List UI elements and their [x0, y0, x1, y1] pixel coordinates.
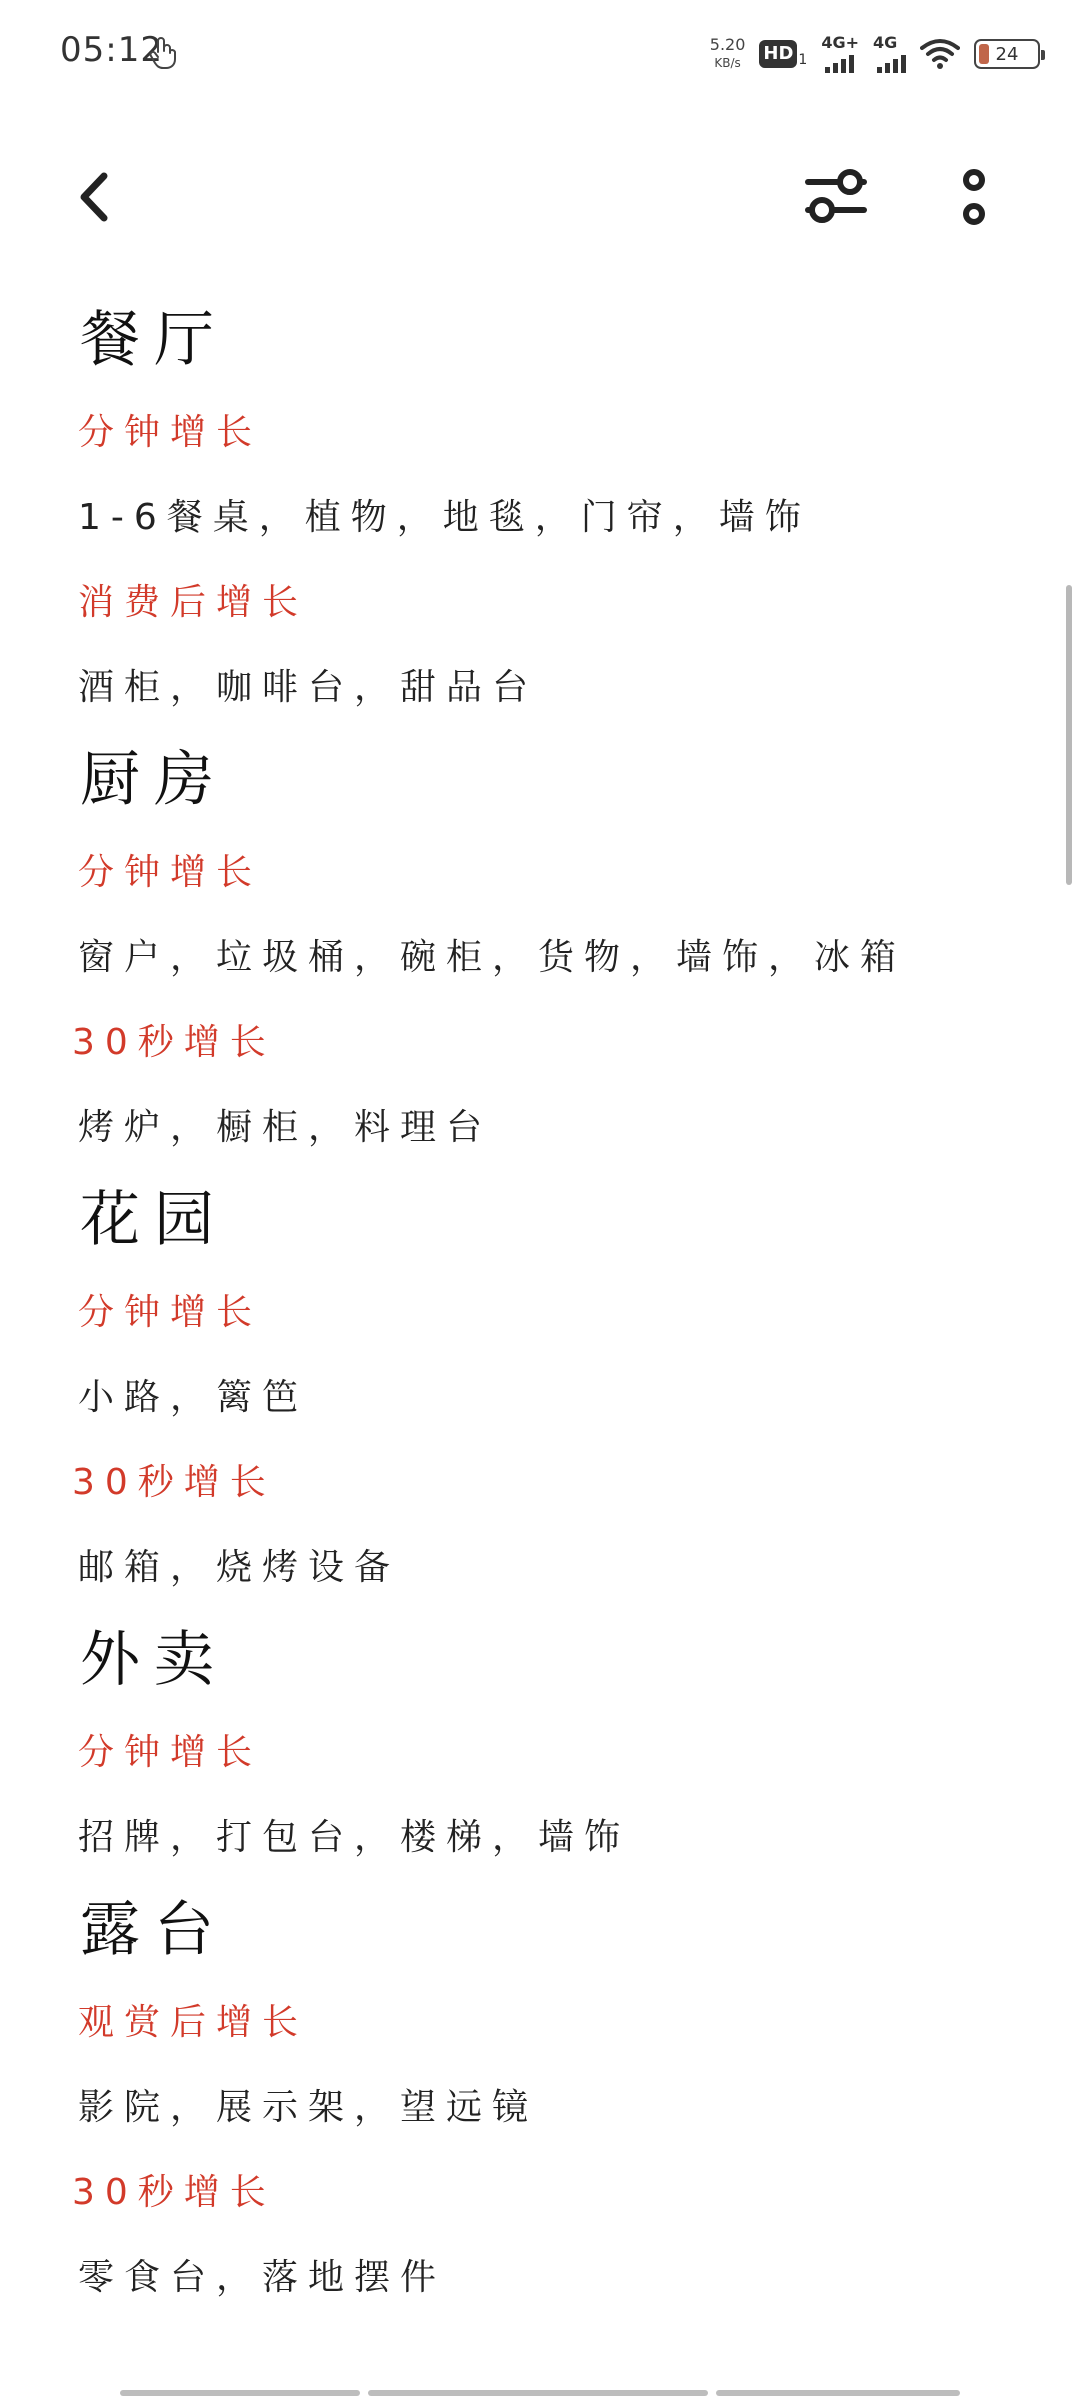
network-speed-value: 5.20: [709, 35, 746, 54]
hd-volte-icon: [759, 40, 807, 68]
signal2-label: 4G: [873, 33, 898, 52]
toolbar: [0, 140, 1080, 250]
group-items: 零食台，落地摆件: [78, 2257, 447, 2298]
group-label: 分钟增长: [78, 1732, 263, 1773]
group-label: 消费后增长: [78, 582, 309, 623]
more-vertical-icon[interactable]: [950, 162, 998, 234]
group-items: 烤炉，橱柜，料理台: [78, 1107, 493, 1148]
group-label: 分钟增长: [78, 412, 263, 453]
group-items: 招牌，打包台，楼梯，墙饰: [78, 1817, 631, 1858]
group-items: 1-6餐桌，植物，地毯，门帘，墙饰: [78, 497, 811, 538]
group-items: 小路，篱笆: [78, 1377, 309, 1418]
section-title: 露台: [80, 1895, 228, 1965]
chevron-left-icon[interactable]: [68, 162, 122, 232]
group-label: 30秒增长: [72, 1022, 276, 1063]
section-dining: [0, 290, 1080, 730]
page-indicator: [120, 2390, 960, 2398]
hd-label: HD: [759, 40, 797, 68]
section-garden: [0, 1170, 1080, 1610]
page-indicator-segment: [368, 2390, 708, 2396]
network-speed-unit: KB/s: [714, 56, 741, 70]
status-icons: [710, 24, 1040, 84]
scrollbar[interactable]: [1066, 585, 1072, 885]
signal-4g-plus-icon: [821, 35, 859, 73]
group-items: 影院，展示架，望远镜: [78, 2087, 539, 2128]
content: [0, 290, 1080, 2320]
section-title: 外卖: [80, 1625, 228, 1695]
hd-sub: 1: [798, 52, 808, 68]
wifi-icon: [920, 38, 960, 70]
group-label: 分钟增长: [78, 852, 263, 893]
filter-toggle-icon[interactable]: [800, 162, 872, 234]
status-bar: [0, 0, 1080, 104]
group-items: 窗户，垃圾桶，碗柜，货物，墙饰，冰箱: [78, 937, 907, 978]
signal1-label: 4G+: [821, 33, 859, 52]
touch-hand-icon: [148, 36, 178, 70]
section-terrace: [0, 1880, 1080, 2320]
group-label: 观赏后增长: [78, 2002, 309, 2043]
section-title: 厨房: [80, 745, 228, 815]
section-kitchen: [0, 730, 1080, 1170]
group-items: 邮箱，烧烤设备: [78, 1547, 401, 1588]
section-title: 花园: [80, 1185, 228, 1255]
group-items: 酒柜，咖啡台，甜品台: [78, 667, 539, 708]
group-label: 分钟增长: [78, 1292, 263, 1333]
network-speed: [710, 36, 746, 72]
battery-level: 24: [995, 43, 1019, 65]
signal-4g-icon: [873, 35, 906, 73]
section-takeout: [0, 1610, 1080, 1880]
section-title: 餐厅: [80, 305, 228, 375]
group-label: 30秒增长: [72, 1462, 276, 1503]
page-indicator-segment: [120, 2390, 360, 2396]
page-indicator-segment: [716, 2390, 960, 2396]
status-time: 05:12: [60, 30, 163, 70]
group-label: 30秒增长: [72, 2172, 276, 2213]
battery-icon: [974, 39, 1040, 69]
